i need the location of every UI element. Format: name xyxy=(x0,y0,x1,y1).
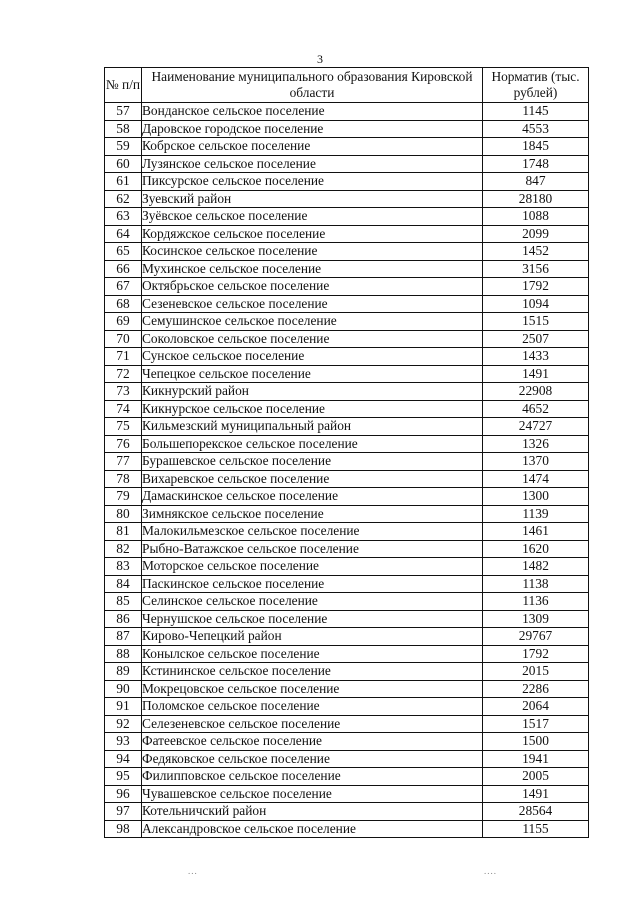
row-name: Конылское сельское поселение xyxy=(142,645,483,663)
table-row xyxy=(105,295,589,313)
row-number: 62 xyxy=(105,190,142,208)
row-number: 58 xyxy=(105,120,142,138)
row-number: 97 xyxy=(105,803,142,821)
row-value: 1474 xyxy=(483,470,589,488)
footer-mark-right: .... xyxy=(484,866,497,876)
table-row xyxy=(105,243,589,261)
table-row xyxy=(105,435,589,453)
table-row xyxy=(105,488,589,506)
row-name: Филипповское сельское поселение xyxy=(142,768,483,786)
table-row xyxy=(105,593,589,611)
table-row xyxy=(105,313,589,331)
row-value: 1620 xyxy=(483,540,589,558)
table-row xyxy=(105,803,589,821)
row-name: Даровское городское поселение xyxy=(142,120,483,138)
row-name: Поломское сельское поселение xyxy=(142,698,483,716)
row-name: Зуёвское сельское поселение xyxy=(142,208,483,226)
row-name: Чепецкое сельское поселение xyxy=(142,365,483,383)
row-value: 1138 xyxy=(483,575,589,593)
table-row xyxy=(105,733,589,751)
row-name: Бурашевское сельское поселение xyxy=(142,453,483,471)
table-row xyxy=(105,785,589,803)
table-row xyxy=(105,138,589,156)
table-row xyxy=(105,558,589,576)
row-value: 4553 xyxy=(483,120,589,138)
row-value: 847 xyxy=(483,173,589,191)
row-number: 61 xyxy=(105,173,142,191)
row-value: 1326 xyxy=(483,435,589,453)
row-number: 63 xyxy=(105,208,142,226)
table-row xyxy=(105,680,589,698)
row-number: 66 xyxy=(105,260,142,278)
row-value: 1515 xyxy=(483,313,589,331)
row-number: 74 xyxy=(105,400,142,418)
row-value: 1094 xyxy=(483,295,589,313)
table-row xyxy=(105,575,589,593)
table-row xyxy=(105,645,589,663)
row-number: 89 xyxy=(105,663,142,681)
row-name: Фатеевское сельское поселение xyxy=(142,733,483,751)
row-name: Кордяжское сельское поселение xyxy=(142,225,483,243)
row-value: 2507 xyxy=(483,330,589,348)
row-name: Октябрьское сельское поселение xyxy=(142,278,483,296)
row-name: Семушинское сельское поселение xyxy=(142,313,483,331)
row-number: 77 xyxy=(105,453,142,471)
row-number: 73 xyxy=(105,383,142,401)
row-name: Пиксурское сельское поселение xyxy=(142,173,483,191)
row-name: Рыбно-Ватажское сельское поселение xyxy=(142,540,483,558)
row-value: 22908 xyxy=(483,383,589,401)
row-value: 28180 xyxy=(483,190,589,208)
row-number: 79 xyxy=(105,488,142,506)
table-row xyxy=(105,278,589,296)
row-value: 1941 xyxy=(483,750,589,768)
row-name: Вихаревское сельское поселение xyxy=(142,470,483,488)
row-number: 91 xyxy=(105,698,142,716)
row-number: 59 xyxy=(105,138,142,156)
table-row xyxy=(105,330,589,348)
row-name: Мухинское сельское поселение xyxy=(142,260,483,278)
table-row xyxy=(105,470,589,488)
row-number: 95 xyxy=(105,768,142,786)
table-row xyxy=(105,155,589,173)
row-name: Малокильмезское сельское поселение xyxy=(142,523,483,541)
row-number: 64 xyxy=(105,225,142,243)
table-row xyxy=(105,750,589,768)
table-row xyxy=(105,365,589,383)
row-number: 71 xyxy=(105,348,142,366)
table-row xyxy=(105,208,589,226)
row-value: 1517 xyxy=(483,715,589,733)
row-name: Паскинское сельское поселение xyxy=(142,575,483,593)
row-name: Чернушское сельское поселение xyxy=(142,610,483,628)
header-name: Наименование муниципального образования Кировской области xyxy=(142,68,483,103)
row-name: Зуевский район xyxy=(142,190,483,208)
row-number: 87 xyxy=(105,628,142,646)
row-value: 2286 xyxy=(483,680,589,698)
row-name: Косинское сельское поселение xyxy=(142,243,483,261)
row-number: 75 xyxy=(105,418,142,436)
row-number: 72 xyxy=(105,365,142,383)
row-value: 1139 xyxy=(483,505,589,523)
row-number: 80 xyxy=(105,505,142,523)
row-number: 88 xyxy=(105,645,142,663)
header-value: Норматив (тыс. рублей) xyxy=(483,68,589,103)
row-number: 68 xyxy=(105,295,142,313)
row-name: Сунское сельское поселение xyxy=(142,348,483,366)
row-number: 76 xyxy=(105,435,142,453)
header-num: № п/п xyxy=(105,68,142,103)
row-name: Большепорекское сельское поселение xyxy=(142,435,483,453)
row-name: Чувашевское сельское поселение xyxy=(142,785,483,803)
row-number: 70 xyxy=(105,330,142,348)
row-number: 98 xyxy=(105,820,142,838)
row-value: 1452 xyxy=(483,243,589,261)
row-name: Федяковское сельское поселение xyxy=(142,750,483,768)
row-name: Селезеневское сельское поселение xyxy=(142,715,483,733)
row-number: 69 xyxy=(105,313,142,331)
row-name: Лузянское сельское поселение xyxy=(142,155,483,173)
row-name: Соколовское сельское поселение xyxy=(142,330,483,348)
row-name: Мокрецовское сельское поселение xyxy=(142,680,483,698)
row-number: 67 xyxy=(105,278,142,296)
table-row xyxy=(105,120,589,138)
row-value: 1748 xyxy=(483,155,589,173)
table-row xyxy=(105,663,589,681)
row-number: 96 xyxy=(105,785,142,803)
row-value: 29767 xyxy=(483,628,589,646)
table-row xyxy=(105,418,589,436)
table-row xyxy=(105,523,589,541)
row-number: 78 xyxy=(105,470,142,488)
row-value: 1461 xyxy=(483,523,589,541)
row-value: 1155 xyxy=(483,820,589,838)
row-number: 85 xyxy=(105,593,142,611)
row-value: 28564 xyxy=(483,803,589,821)
row-number: 84 xyxy=(105,575,142,593)
row-name: Зимнякское сельское поселение xyxy=(142,505,483,523)
table-row xyxy=(105,698,589,716)
row-number: 57 xyxy=(105,103,142,121)
row-name: Кикнурское сельское поселение xyxy=(142,400,483,418)
row-name: Кильмезский муниципальный район xyxy=(142,418,483,436)
row-value: 1845 xyxy=(483,138,589,156)
row-name: Дамаскинское сельское поселение xyxy=(142,488,483,506)
row-value: 1491 xyxy=(483,365,589,383)
table-row xyxy=(105,225,589,243)
row-number: 93 xyxy=(105,733,142,751)
row-value: 24727 xyxy=(483,418,589,436)
table-body xyxy=(105,103,589,838)
row-name: Вонданское сельское поселение xyxy=(142,103,483,121)
footer-mark-left: ... xyxy=(188,866,198,876)
table-row xyxy=(105,715,589,733)
row-value: 1145 xyxy=(483,103,589,121)
row-value: 1136 xyxy=(483,593,589,611)
row-name: Кстининское сельское поселение xyxy=(142,663,483,681)
row-value: 2064 xyxy=(483,698,589,716)
table-row xyxy=(105,610,589,628)
row-value: 2099 xyxy=(483,225,589,243)
row-name: Селинское сельское поселение xyxy=(142,593,483,611)
row-value: 1792 xyxy=(483,645,589,663)
row-value: 2005 xyxy=(483,768,589,786)
row-number: 65 xyxy=(105,243,142,261)
page-number: 3 xyxy=(317,52,323,66)
row-value: 1300 xyxy=(483,488,589,506)
row-value: 1792 xyxy=(483,278,589,296)
row-value: 1370 xyxy=(483,453,589,471)
row-name: Моторское сельское поселение xyxy=(142,558,483,576)
row-name: Кобрское сельское поселение xyxy=(142,138,483,156)
row-number: 83 xyxy=(105,558,142,576)
row-number: 94 xyxy=(105,750,142,768)
table-row xyxy=(105,453,589,471)
table-row xyxy=(105,383,589,401)
row-number: 60 xyxy=(105,155,142,173)
row-number: 86 xyxy=(105,610,142,628)
row-value: 1491 xyxy=(483,785,589,803)
table-row xyxy=(105,103,589,121)
row-value: 1482 xyxy=(483,558,589,576)
row-number: 82 xyxy=(105,540,142,558)
table-row xyxy=(105,820,589,838)
row-value: 1088 xyxy=(483,208,589,226)
table-row xyxy=(105,505,589,523)
table-row xyxy=(105,768,589,786)
table-row xyxy=(105,348,589,366)
table-header-row xyxy=(105,68,589,103)
row-name: Котельничский район xyxy=(142,803,483,821)
row-name: Сезеневское сельское поселение xyxy=(142,295,483,313)
table-row xyxy=(105,190,589,208)
row-number: 90 xyxy=(105,680,142,698)
row-name: Кикнурский район xyxy=(142,383,483,401)
row-value: 1309 xyxy=(483,610,589,628)
norms-table xyxy=(104,67,589,838)
row-number: 81 xyxy=(105,523,142,541)
row-number: 92 xyxy=(105,715,142,733)
row-name: Александровское сельское поселение xyxy=(142,820,483,838)
row-value: 1500 xyxy=(483,733,589,751)
row-value: 4652 xyxy=(483,400,589,418)
row-name: Кирово-Чепецкий район xyxy=(142,628,483,646)
row-value: 2015 xyxy=(483,663,589,681)
table-row xyxy=(105,540,589,558)
table-row xyxy=(105,173,589,191)
table-row xyxy=(105,260,589,278)
row-value: 3156 xyxy=(483,260,589,278)
table-row xyxy=(105,400,589,418)
table-row xyxy=(105,628,589,646)
row-value: 1433 xyxy=(483,348,589,366)
